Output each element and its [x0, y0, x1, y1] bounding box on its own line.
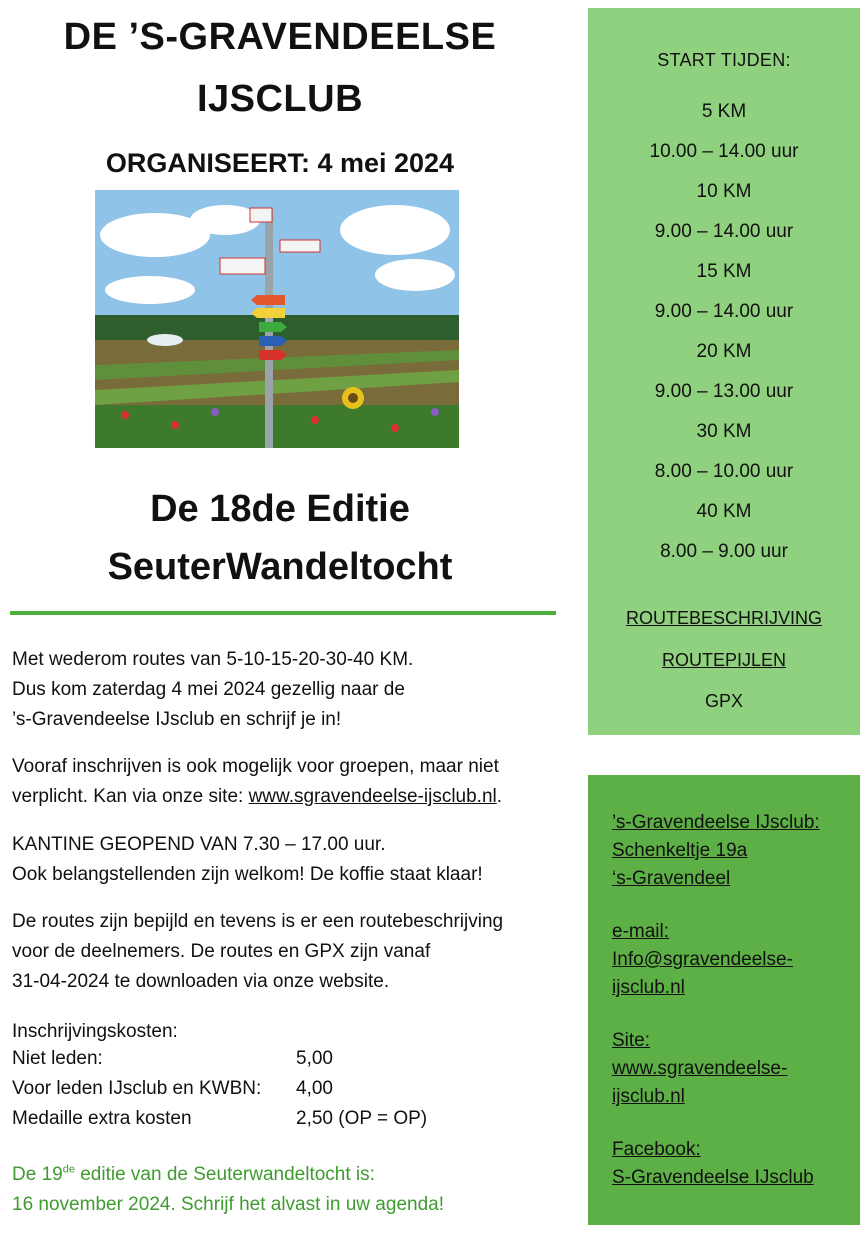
next-edition-prefix: De 19: [12, 1164, 63, 1185]
start-time-line: 30 KM: [696, 421, 752, 442]
fee-label: Niet leden:: [12, 1048, 103, 1069]
registration-prefix: verplicht. Kan via onze site:: [12, 786, 249, 807]
event-name: SeuterWandeltocht: [107, 546, 453, 588]
start-time-line: 9.00 – 14.00 uur: [654, 301, 794, 322]
fee-value: 2,50 (OP = OP): [296, 1108, 428, 1129]
intro-line: Met wederom routes van 5-10-15-20-30-40 KM.: [12, 649, 414, 670]
canteen-hours: KANTINE GEOPEND VAN 7.30 – 17.00 uur.: [12, 834, 386, 855]
edition-title: De 18de Editie: [150, 488, 410, 530]
route-arrows-link[interactable]: ROUTEPIJLEN: [661, 650, 787, 670]
next-edition-sup: de: [62, 1163, 75, 1176]
site-label: Site:: [612, 1030, 651, 1051]
canteen-paragraph: [12, 830, 572, 890]
start-time-line: 20 KM: [696, 341, 752, 362]
facebook-label: Facebook:: [612, 1139, 701, 1160]
start-time-line: 40 KM: [696, 501, 752, 522]
next-edition-date: 16 november 2024. Schrijf het alvast in uw agenda!: [12, 1194, 444, 1215]
signpost-illustration: [95, 190, 459, 448]
club-town: ‘s-Gravendeel: [612, 868, 731, 889]
club-street: Schenkeltje 19a: [612, 840, 748, 861]
email-label: e-mail:: [612, 921, 670, 942]
email-link-cont[interactable]: ijsclub.nl: [612, 977, 685, 998]
fee-row: [12, 1044, 572, 1074]
registration-paragraph: [12, 752, 572, 812]
route-description-link[interactable]: ROUTEBESCHRIJVING: [625, 608, 823, 628]
gpx-label: GPX: [704, 691, 743, 711]
facebook-link[interactable]: S-Gravendeelse IJsclub: [612, 1167, 814, 1188]
title-line-1: DE ’S-GRAVENDEELSE: [63, 16, 497, 58]
start-time-line: 9.00 – 14.00 uur: [654, 221, 794, 242]
fees-heading: Inschrijvingskosten:: [12, 1021, 178, 1042]
start-time-line: 8.00 – 10.00 uur: [654, 461, 794, 482]
organizes-date: ORGANISEERT: 4 mei 2024: [105, 148, 455, 178]
website-link[interactable]: www.sgravendeelse-ijsclub.nl: [248, 786, 497, 807]
start-time-line: 10 KM: [696, 181, 752, 202]
club-name: ’s-Gravendeelse IJsclub:: [612, 812, 820, 833]
next-edition-line: [12, 1160, 572, 1190]
site-link[interactable]: www.sgravendeelse-: [612, 1058, 788, 1079]
start-times-panel: [588, 8, 860, 735]
contact-panel: [588, 775, 860, 1225]
intro-line: ’s-Gravendeelse IJsclub en schrijf je in!: [12, 709, 342, 730]
start-time-line: 15 KM: [696, 261, 752, 282]
routes-line: De routes zijn bepijld en tevens is er een routebeschrijving: [12, 911, 504, 932]
next-edition-rest: editie van de Seuterwandeltocht is:: [74, 1164, 375, 1185]
routes-paragraph: [12, 907, 572, 997]
registration-suffix: .: [496, 786, 503, 807]
fee-row: [12, 1074, 572, 1104]
intro-paragraph: [12, 645, 572, 735]
start-time-line: 9.00 – 13.00 uur: [654, 381, 794, 402]
site-link-cont[interactable]: ijsclub.nl: [612, 1086, 685, 1107]
start-time-line: 5 KM: [701, 101, 747, 122]
routes-line: voor de deelnemers. De routes en GPX zijn vanaf: [12, 941, 431, 962]
fee-value: 5,00: [296, 1048, 333, 1069]
registration-line: Vooraf inschrijven is ook mogelijk voor groepen, maar niet: [12, 756, 499, 777]
start-times-title: START TIJDEN:: [657, 50, 791, 70]
section-divider: [10, 611, 556, 615]
fee-label: Voor leden IJsclub en KWBN:: [12, 1078, 262, 1099]
next-edition-note: [12, 1160, 572, 1220]
canteen-welcome: Ook belangstellenden zijn welkom! De koffie staat klaar!: [12, 864, 483, 885]
title-line-2: IJSCLUB: [196, 78, 364, 120]
registration-line: [12, 782, 572, 812]
start-time-line: 10.00 – 14.00 uur: [649, 141, 799, 162]
email-link[interactable]: Info@sgravendeelse-: [612, 949, 793, 970]
intro-line: Dus kom zaterdag 4 mei 2024 gezellig naar de: [12, 679, 405, 700]
routes-line: 31-04-2024 te downloaden via onze website.: [12, 971, 390, 992]
fee-row: [12, 1104, 572, 1134]
fee-label: Medaille extra kosten: [12, 1108, 192, 1129]
start-time-line: 8.00 – 9.00 uur: [660, 541, 788, 562]
fee-value: 4,00: [296, 1078, 333, 1099]
